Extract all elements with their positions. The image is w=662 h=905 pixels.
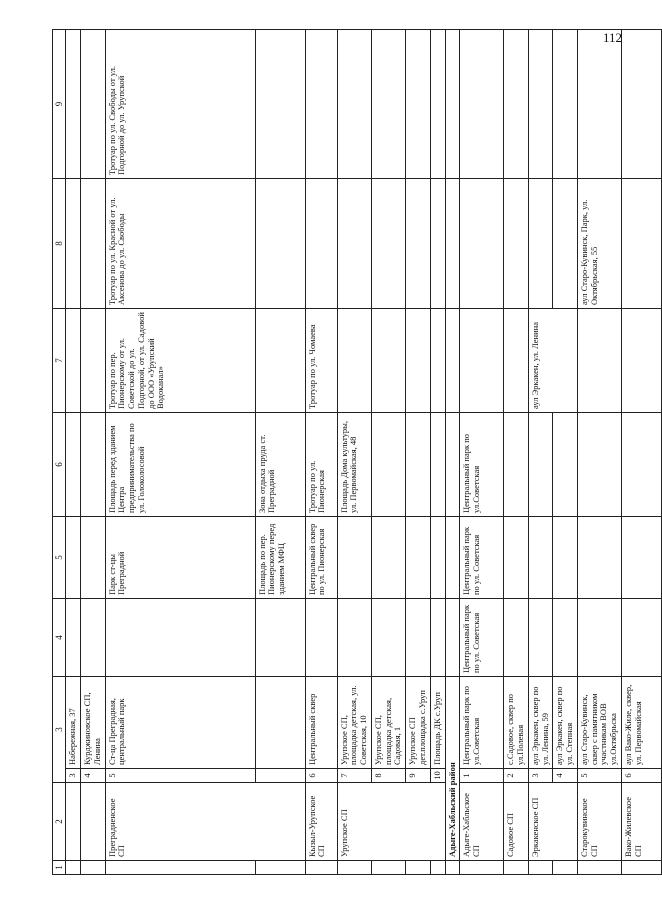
col-header-6: 6 bbox=[53, 413, 66, 517]
table-row bbox=[553, 30, 578, 875]
table-row bbox=[528, 30, 553, 875]
row-number: 2 bbox=[504, 769, 529, 783]
cell-c3: Курджиновское СП, Ленина bbox=[81, 677, 106, 769]
col-header-7: 7 bbox=[53, 309, 66, 413]
cell-c6: Площадь Дома культуры, ул. Первомайская, 48 bbox=[337, 413, 371, 517]
cell-c5: Центральный парк по ул. Советская bbox=[460, 517, 504, 599]
cell-c9: Тротуар по ул. Свободы от ул. Подгорной до ул. Урупской bbox=[105, 30, 255, 179]
col-header-1: 1 bbox=[53, 861, 66, 875]
row-number: 6 bbox=[621, 769, 661, 783]
settlement-name: Урупское СП bbox=[337, 783, 445, 861]
settlement-name: Преградненское СП bbox=[105, 783, 305, 861]
cell-c5: Площадь по пер. Пионерскому перед зданием МФЦ bbox=[255, 517, 305, 599]
table-row bbox=[255, 30, 305, 875]
header-row bbox=[53, 30, 66, 875]
row-number: 5 bbox=[577, 769, 621, 783]
table-row bbox=[430, 30, 445, 875]
col-header-9: 9 bbox=[53, 30, 66, 179]
table-row bbox=[371, 30, 405, 875]
table-row bbox=[66, 30, 81, 875]
col-header-4: 4 bbox=[53, 599, 66, 677]
row-number: 9 bbox=[406, 769, 431, 783]
cell-c6: Зона отдыха пруда ст. Преградной bbox=[255, 413, 305, 517]
cell-c7: Тротуар по пер. Пионерскому от ул. Советской до ул. Подгорной, от ул. Садовой до ООО «Урупский Водоканал» bbox=[105, 309, 255, 413]
page-number: 112 bbox=[602, 30, 622, 45]
settlement-name: Старокувинское СП bbox=[577, 783, 621, 861]
row-number: 3 bbox=[66, 769, 81, 783]
table-row bbox=[305, 30, 337, 875]
cell-c3: аул Старо-Кувинск, сквер с памятником участникам ВОВ ул.Октябрьска bbox=[577, 677, 621, 769]
settlement-name: Садовое СП bbox=[504, 783, 529, 861]
cell-c3: аул Эркакен, сквер по ул. Степная bbox=[553, 677, 578, 769]
table-row bbox=[621, 30, 661, 875]
cell-c7: Тротуар по ул. Чомаева bbox=[305, 309, 337, 413]
table-row bbox=[81, 30, 106, 875]
cell-c3: аул Эркакен, сквер по ул. Ленина, 59 bbox=[528, 677, 553, 769]
cell-c5: Центральный сквер по ул. Пионерская bbox=[305, 517, 337, 599]
col-header-3: 3 bbox=[53, 677, 66, 783]
cell-c7: аул Эркакен, ул. Ленина bbox=[528, 309, 577, 413]
data-table bbox=[52, 29, 662, 875]
row-number: 6 bbox=[305, 769, 337, 783]
table-row bbox=[504, 30, 529, 875]
settlement-name: Кызыл-Урупское СП bbox=[305, 783, 337, 861]
row-number: 3 bbox=[528, 769, 553, 783]
cell-c6: Площадь перед зданием Центра предпринимательства по ул. Голоколосовой bbox=[105, 413, 255, 517]
cell-c3: Ст-ца Преградная, центральный парк bbox=[105, 677, 255, 769]
cell-c3: аул Вако-Жиле, сквер, ул. Первомайская bbox=[621, 677, 661, 769]
settlement-name: Вако-Жилевское СП bbox=[621, 783, 661, 861]
row-number: 8 bbox=[371, 769, 405, 783]
row-number: 5 bbox=[105, 769, 255, 783]
cell-c8: аул Старо-Кувинск, Парк, ул. Октябрьская, 55 bbox=[577, 179, 621, 309]
cell-c3: Урупское СП, площадка детская, ул. Советская, 10 bbox=[337, 677, 371, 769]
settlement-name: Адыге-Хабльское СП bbox=[460, 783, 504, 861]
cell-c3: Набережная, 37 bbox=[66, 677, 81, 769]
table-row bbox=[577, 30, 621, 875]
table-row bbox=[406, 30, 431, 875]
row-number: 4 bbox=[81, 769, 106, 783]
cell-c3: Центральный парк по ул.Советская bbox=[460, 677, 504, 769]
region-row bbox=[445, 30, 460, 875]
cell-c3: Урупское СП дет.площадка с.Уруп bbox=[406, 677, 431, 769]
cell-c6: Тротуар по ул. Пионерская bbox=[305, 413, 337, 517]
cell-c3: с.Садовое, сквер по ул.Полевая bbox=[504, 677, 529, 769]
cell-c5: Парк ст-цы Преградной bbox=[105, 517, 255, 599]
row-number: 4 bbox=[553, 769, 578, 783]
row-number: 7 bbox=[337, 769, 371, 783]
table-row bbox=[337, 30, 371, 875]
cell-c8: Тротуар по ул. Красной от ул. Аксенова до ул. Свободы bbox=[105, 179, 255, 309]
cell-c3: Урупское СП, площадка детская, Садовая, 1 bbox=[371, 677, 405, 769]
cell-c3: Центральный сквер bbox=[305, 677, 337, 769]
table-row bbox=[105, 30, 255, 875]
row-number: 10 bbox=[430, 769, 445, 783]
cell-c4: Центральный парк по ул. Советская bbox=[460, 599, 504, 677]
row-number: 1 bbox=[460, 769, 504, 783]
table-row bbox=[460, 30, 504, 875]
col-header-2: 2 bbox=[53, 783, 66, 861]
cell-c3: Площадь ДК с.Уруп bbox=[430, 677, 445, 769]
region-title: Адыге-Хабльский район bbox=[445, 677, 460, 861]
col-header-8: 8 bbox=[53, 179, 66, 309]
cell-c6: Центральный парк по ул.Советская bbox=[460, 413, 504, 517]
settlement-name: Эркакенское СП bbox=[528, 783, 577, 861]
col-header-5: 5 bbox=[53, 517, 66, 599]
